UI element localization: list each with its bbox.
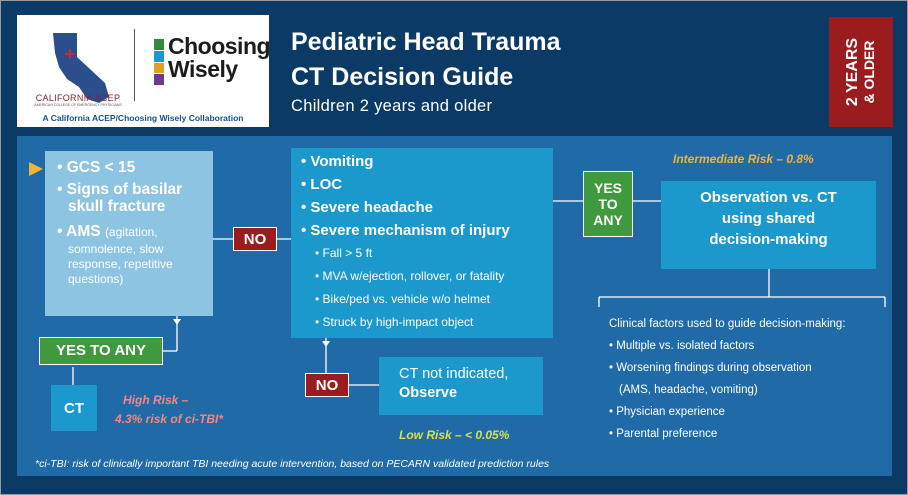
mechanism-sub2-text: MVA w/ejection, rollover, or fatality: [322, 269, 505, 283]
high-risk-line1: High Risk –: [123, 393, 189, 407]
mechanism-sub2: • MVA w/ejection, rollover, or fatality: [315, 269, 505, 283]
mechanism-sub4-text: Struck by high-impact object: [322, 315, 474, 329]
factor-item-text: (AMS, headache, vomiting): [619, 384, 758, 396]
cw-line1: Choosing: [168, 33, 271, 59]
clinical-factors: [609, 313, 846, 445]
criteria-ams-detail1: (agitation,: [104, 225, 158, 239]
criteria-vomiting-text: Vomiting: [310, 153, 374, 170]
decision-yes-to-any-2: [583, 171, 633, 237]
decision-yes-to-any-1: YES TO ANY: [39, 337, 163, 365]
mechanism-sub3-text: Bike/ped vs. vehicle w/o helmet: [322, 292, 490, 306]
yes-line2: TO: [598, 196, 618, 212]
factor-item: • Multiple vs. isolated factors: [609, 340, 755, 352]
footnote: *ci-TBI: risk of clinically important TBI needing acute intervention, based on PECARN validated prediction rules: [35, 458, 550, 470]
collaboration-text: A California ACEP/Choosing Wisely Collaboration: [42, 113, 244, 123]
age-line2: & OLDER: [861, 40, 877, 104]
observe-line: Observe: [399, 385, 458, 401]
criteria-basilar-line1: Signs of basilar: [66, 181, 183, 198]
page-subtitle: Children 2 years and older: [291, 97, 493, 115]
mechanism-sub1-text: Fall > 5 ft: [322, 246, 373, 260]
ct-not-indicated-text: [399, 365, 508, 403]
intermediate-risk-label: Intermediate Risk – 0.8%: [673, 152, 814, 166]
criteria-loc: • LOC: [301, 176, 343, 193]
yes-line3: ANY: [593, 212, 623, 228]
factor-item-text: Multiple vs. isolated factors: [616, 340, 755, 352]
observation-line3: decision-making: [709, 231, 828, 248]
criteria-headache-text: Severe headache: [310, 199, 433, 216]
criteria-ams-detail3: response, repetitive: [68, 257, 173, 271]
org-subname-text: AMERICAN COLLEGE OF EMERGENCY PHYSICIANS: [34, 103, 122, 107]
criteria-loc-text: LOC: [310, 176, 343, 193]
low-risk-label: Low Risk – < 0.05%: [399, 428, 510, 442]
ct-not-indicated-line: CT not indicated,: [399, 366, 509, 382]
criteria-headache: • Severe headache: [301, 199, 433, 216]
arrowhead-2: [322, 341, 330, 347]
factor-item-text: Physician experience: [616, 406, 725, 418]
mechanism-sub4: • Struck by high-impact object: [315, 315, 474, 329]
criteria-mechanism-text: Severe mechanism of injury: [310, 222, 510, 239]
factor-item-text: Worsening findings during observation: [616, 362, 812, 374]
observation-text: [661, 187, 876, 250]
outcome-ct-label: CT: [64, 399, 84, 417]
criteria-mechanism: • Severe mechanism of injury: [301, 222, 510, 239]
yes-line1: YES: [593, 180, 622, 196]
criteria-gcs-text: GCS < 15: [66, 159, 136, 176]
pointer-arrow-icon: [29, 162, 43, 176]
page-title-line1: Pediatric Head Trauma: [291, 28, 561, 56]
factor-item: [609, 379, 846, 401]
criteria-vomiting: • Vomiting: [301, 153, 374, 170]
factor-item: • Worsening findings during observation: [609, 362, 812, 374]
page-title-line2: CT Decision Guide: [291, 63, 514, 91]
clinical-factors-heading: Clinical factors used to guide decision-making:: [609, 318, 846, 330]
factor-item: • Parental preference: [609, 428, 718, 440]
arrowhead-1: [173, 319, 181, 325]
factor-item: • Physician experience: [609, 406, 725, 418]
factor-item-text: Parental preference: [616, 428, 718, 440]
criteria-basilar: • Signs of basilar skull fracture: [57, 181, 183, 215]
criteria-ams-detail2: somnolence, slow: [68, 242, 164, 256]
observation-line1: Observation vs. CT: [700, 189, 837, 206]
criteria-ams-title: AMS: [66, 223, 101, 240]
age-line1: 2 YEARS: [844, 37, 861, 107]
criteria-ams: • AMS (agitation,: [57, 223, 158, 240]
decision-no-1: NO: [233, 227, 277, 251]
high-risk-label: [115, 391, 223, 429]
decision-no-2: NO: [305, 373, 349, 397]
criteria-basilar-line2: skull fracture: [68, 198, 166, 215]
org-name-text: CALIFORNIA ACEP: [35, 93, 121, 103]
observation-line2: using shared: [721, 210, 816, 227]
cw-line2: Wisely: [168, 56, 238, 82]
criteria-gcs: • GCS < 15: [57, 159, 136, 176]
mechanism-sub1: • Fall > 5 ft: [315, 246, 373, 260]
criteria-ams-detail: [68, 242, 173, 287]
criteria-ams-detail4: questions): [68, 272, 124, 286]
high-risk-line2: 4.3% risk of ci-TBI*: [115, 412, 224, 426]
mechanism-sub3: • Bike/ped vs. vehicle w/o helmet: [315, 292, 490, 306]
